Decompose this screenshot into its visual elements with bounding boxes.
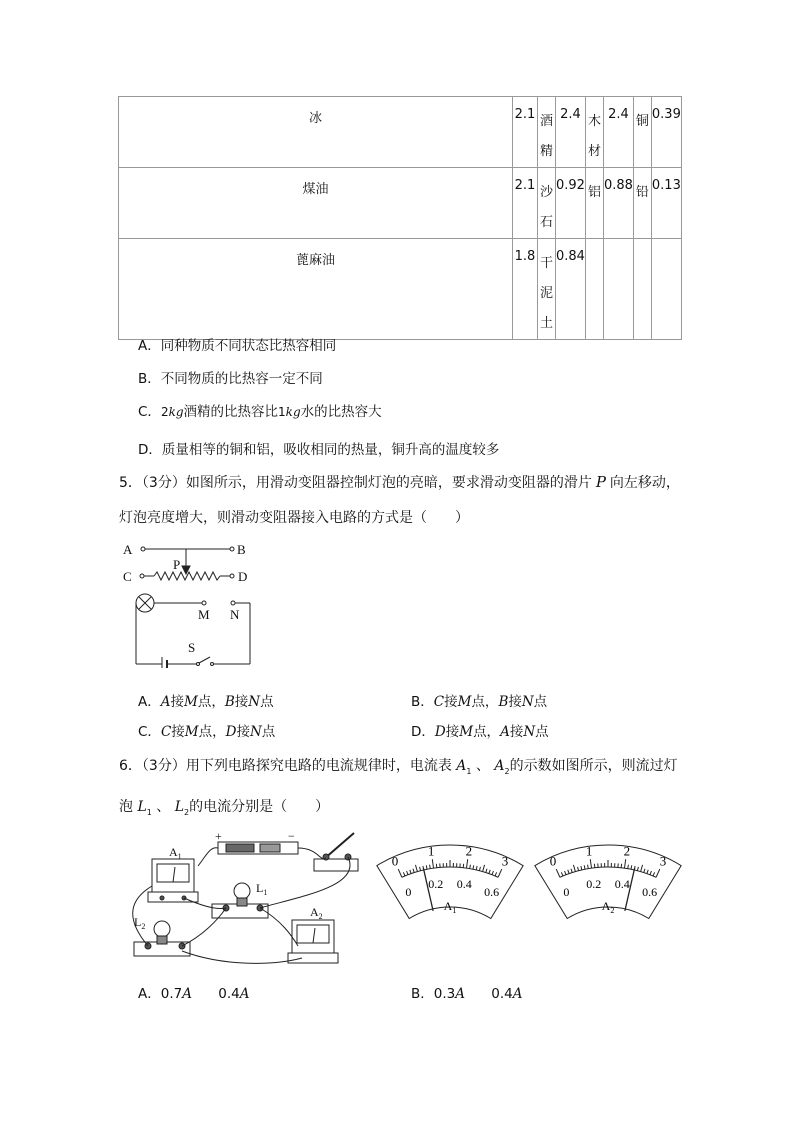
substance-name-cell: 冰 — [119, 97, 513, 168]
ammeter-a1-label: $A_1$ — [169, 845, 182, 861]
meter-top-scale-label: 0 — [549, 853, 557, 869]
option-text: 酒精的比热容比 — [183, 404, 279, 420]
meter-top-scale-label: 1 — [427, 843, 435, 859]
q5-stem-line1: 5．（3分）如图所示，用滑动变阻器控制灯泡的亮暗，要求滑动变阻器的滑片 P 向左移动， — [119, 473, 680, 491]
q6-circuit-illustration — [122, 826, 372, 972]
q5-option-d: D．D接M点，A接N点 — [411, 724, 549, 740]
q6-stem-line2: 泡 $L_1$ 、 $L_2$的电流分别是（ ） — [119, 799, 330, 817]
substance-name-cell: 蓖麻油 — [119, 239, 513, 340]
q6-option-b: B．0.3A 0.4A — [411, 986, 523, 1002]
battery-minus-label: − — [288, 829, 295, 843]
substance-name-cell: 煤油 — [119, 168, 513, 239]
substance-cell: 木 材 — [585, 97, 603, 168]
value-cell: 1.8 — [513, 239, 538, 340]
q4-option-b: B．不同物质的比热容一定不同 — [138, 371, 323, 387]
table-row — [119, 97, 682, 168]
q4-option-a: A．同种物质不同状态比热容相同 — [138, 338, 337, 354]
specific-heat-table — [118, 96, 682, 340]
lamp-l1-label: $L_1$ — [256, 881, 268, 897]
meter-tick — [430, 865, 431, 869]
meter-name-label: $A_2$ — [601, 899, 615, 915]
mass-2kg: 2kg — [160, 405, 184, 419]
meter-top-scale-label: 3 — [501, 853, 509, 869]
value-cell: 0.13 — [651, 168, 681, 239]
value-cell: 2.4 — [556, 97, 586, 168]
value-cell — [651, 239, 681, 340]
meter-top-scale-label: 1 — [585, 843, 593, 859]
meter-name-label: $A_1$ — [443, 899, 457, 915]
q4-option-c — [138, 400, 382, 420]
mass-1kg: 1kg — [278, 405, 301, 419]
q5-option-b: B．C接M点，B接N点 — [411, 694, 548, 710]
value-cell: 2.1 — [513, 168, 538, 239]
value-cell: 0.92 — [556, 168, 586, 239]
q4-option-d: D．质量相等的铜和铝，吸收相同的热量，铜升高的温度较多 — [138, 442, 500, 458]
q6-stem-line1: 6．（3分）用下列电路探究电路的电流规律时，电流表 $A_1$ 、 $A_2$的示数如图所示，则流过灯 — [119, 758, 678, 776]
meter-a2-dial — [528, 840, 688, 930]
terminal-d-label: D — [238, 569, 248, 584]
value-cell: 2.4 — [603, 97, 633, 168]
meter-top-scale-label: 0 — [391, 853, 399, 869]
substance-cell: 铝 — [585, 168, 603, 239]
meter-bottom-scale-label: 0.2 — [428, 876, 444, 891]
meter-bottom-scale-label: 0.2 — [586, 876, 602, 891]
meter-a1-dial — [370, 840, 530, 930]
meter-bottom-scale-label: 0 — [563, 884, 570, 899]
meter-bottom-scale-label: 0 — [405, 884, 412, 899]
meter-top-scale-label: 2 — [623, 843, 631, 859]
value-cell — [603, 239, 633, 340]
table-row — [119, 239, 682, 340]
option-letter: C． — [138, 404, 161, 420]
value-cell: 2.1 — [513, 97, 538, 168]
meter-top-scale-label: 2 — [465, 843, 473, 859]
terminal-c-label: C — [123, 569, 132, 584]
substance-cell: 沙 石 — [538, 168, 556, 239]
terminal-m-label: M — [198, 607, 210, 622]
substance-cell — [585, 239, 603, 340]
meter-bottom-scale-label: 0.6 — [484, 884, 500, 899]
substance-cell: 干 泥 土 — [538, 239, 556, 340]
q5-stem-line2: 灯泡亮度增大，则滑动变阻器接入电路的方式是（ ） — [119, 510, 469, 526]
ammeter-a2-label: $A_2$ — [310, 905, 323, 921]
meter-tick — [470, 865, 471, 869]
q5-option-a: A．A接M点，B接N点 — [138, 694, 274, 710]
substance-cell: 酒 精 — [538, 97, 556, 168]
meter-top-scale-label: 3 — [659, 853, 667, 869]
value-cell: 0.88 — [603, 168, 633, 239]
terminal-a-label: A — [123, 542, 133, 557]
q5-circuit-diagram — [118, 538, 278, 668]
meter-tick — [628, 865, 629, 869]
meter-tick — [588, 865, 589, 869]
option-text-end: 水的比热容大 — [300, 404, 382, 420]
meter-bottom-scale-label: 0.6 — [642, 884, 658, 899]
terminal-b-label: B — [237, 542, 246, 557]
meter-bottom-scale-label: 0.4 — [614, 876, 630, 891]
battery-plus-label: + — [215, 829, 222, 843]
substance-cell: 铜 — [633, 97, 651, 168]
lamp-l2-label: $L_2$ — [134, 915, 146, 931]
q6-option-a: A．0.7A 0.4A — [138, 986, 250, 1002]
meter-bottom-scale-label: 0.4 — [456, 876, 472, 891]
switch-s-label: S — [188, 640, 196, 655]
value-cell: 0.39 — [651, 97, 681, 168]
value-cell: 0.84 — [556, 239, 586, 340]
terminal-n-label: N — [230, 607, 240, 622]
q5-option-c: C．C接M点，D接N点 — [138, 724, 276, 740]
slider-p-label: P — [173, 557, 181, 572]
substance-cell: 铅 — [633, 168, 651, 239]
substance-cell — [633, 239, 651, 340]
table-row — [119, 168, 682, 239]
